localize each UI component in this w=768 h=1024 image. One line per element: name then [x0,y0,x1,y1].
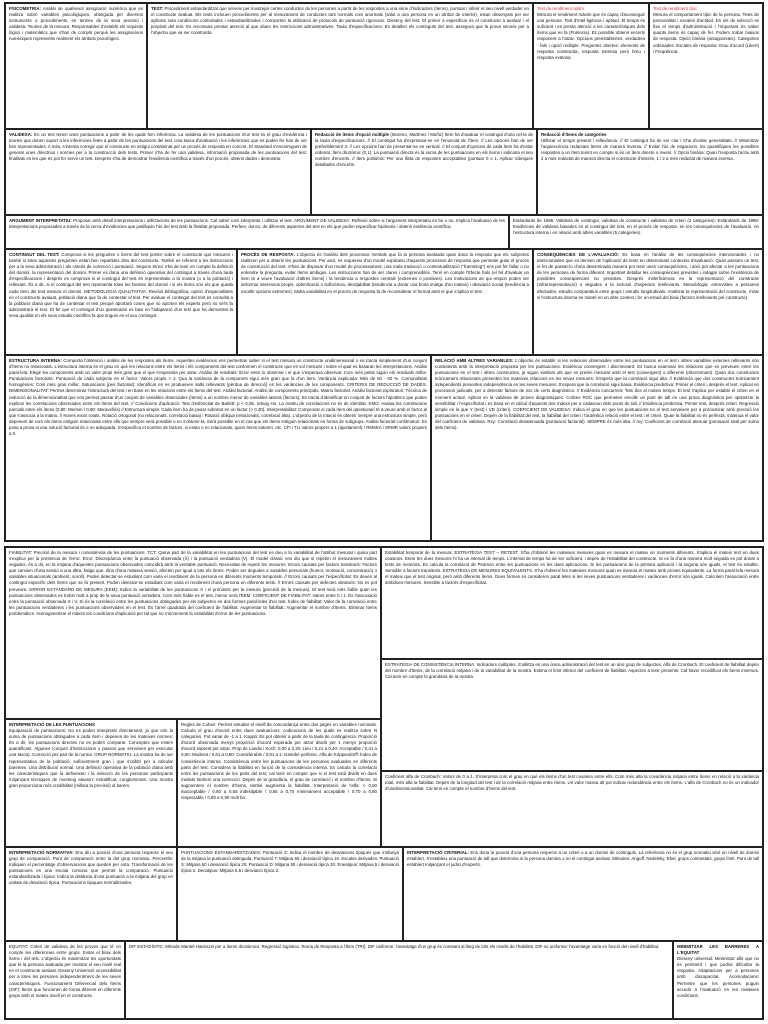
validesa-text: En un test tenen unes puntuacions a partir de les quals fem inferència. La validesa de les puntuacions d'un test és el grau d'evidència i teories que donen suport a les inferències fetes a partir de les puntuacions del test. Una tasca d'avaluació i les inferències que es poden fer han de ser ben representades. A més, s'intenta corregir que el constructe no estigui contaminat per un procés de resposta en concret. El Standard s'encarreguen de generar unes directrius i normes per a la construcció dels tests. Primer s'ha de fer una validesa, informació proposada de les puntuacions del test: finalitats en les que es pot fer servir un test. Després s'ha de demostrar l'evidència científica a través d'un procés, obtenir dades i demostrar. [9,132,307,162]
interpretacio-text: Equiparació de puntuacions: No es poden interpretar directament, ja que són la suma de puntuacions obtingudes a cada ítem i depenen de les mateixes normes. És a dir, les puntuacions directes no es poden comparar. Conceptes que estem quantificant. Algunes (conjunt d'instruccions o passos que serveixen per executar una tasca). Correcció per part de la norma. GRUP NORMATIU: La mostra ha de ser representativa de la població, suficientment gran i que s'utilitzi per a calcular baremes. Una distribució normal. Una definició operativa de la població diana amb les característiques que la defineixen i la selecció de les persones participants mitjançant tècniques de mostreig aleatori: estratificat, conglomerats. Una mostra gran proporciona més credibilitat (millora la precisió) al barem. [9,728,173,788]
rendiment-optim-box [533,3,649,129]
dif-box [125,941,673,1019]
rendiment-tipic-heading: Test de rendiment típic [653,6,698,11]
redaccio-categories-box [537,129,763,215]
argument-text: Proposar amb detall interpretacions i utilitzacions de les puntuacions. Cal saber com interpretar i utilitzar el test. ARGUMENT DE VALIDESA: Reflexió sobre si l'argument interpretatiu és bo o no. Implica l'avaluació de les interpretacions proposades a través de la cerca d'evidències que justifiquin l'ús del test amb la finalitat proposada. Perfeer, doncs, de diferents aspectes del test en els que poden especificar hipòtesis i obtenir evidència científica. [9,218,505,230]
consistencia-interna-box [381,659,763,771]
rendiment-optim-heading: Test de rendiment òptim [537,6,584,11]
barreres-text: Disseny universal: Minimitzar allò que no és pertinent i que podria dificultar la resposta. Adaptacions per a persones amb discapacitat. Acomodacions: Permetre que les persones puguin accedir a l'avaluació en les mateixes condicions. [677,956,759,998]
test-title: TEST: [151,6,164,11]
rendiment-optim-text: Mesura el rendiment màxim que és capaç d'aconseguir una persona. Test d'intel·ligència i aptitud. El temps és suficient i es presta atenció a les característiques dels ítems que es fa (Potència). Es possible obtenir encerts responent a l'atzar. Opcions preestablertes: verdadera - fals i opció múltiple. Preguntes obertes: elements de resposta construïda, resposta extensa però breu i resposta extensa. [537,12,645,60]
redaccio-opcio-title: Redacció de ítems d'opció múltiple [315,132,389,137]
kappa-text: Regles de Cohen: Permet estudiar el nivell de concordança entre dos jutges en variables nominals. Calcula el grau d'acord entre dues avaluacions, codicacions de les quals es realitza sobre N categories. Pot variar de -1 a 1. Kappa: Es pot obtenir a partir de la taula de contingència. Proporció d'acord observada menys proporció d'acord esperada per atzar dividit per 1 menys proporció d'acord esperat per atzar. Prop de Landis i Koch: 0,00 a 0,20: Lleu / 0,21 a 0,40: Acceptable / 0,41 a 0,60: Moderat / 0,61 a 0,80: Considerable / 0,81 a 1: Gairebé perfecte. Alfa de Krippendorff: Índex de consistència interna. Consistència entre les puntuacions de les persones avaluades en diferents parts del test. Considera la fiabilitat en funció de la consistència interna. Es calcula la correlació entre les puntuacions de les parts del test; cal tenir en compte que si el test està dividit en dues meitats tindrem una correcció. Depèn de la grandària, el grau de correlació i el nombre d'ítems. Si augmentem el nombre d'ítems, també augmenta la fiabilitat. Interpretació de l'alfa: < 0,60 inacceptable / 0,60 a 0,65 indesitjable / 0,65 a 0,70 mínimament acceptable / 0,70 a 0,80 respectable / 0,80 a 0,90 molt bo. [181,722,377,801]
relacio-text: L'objectiu és establir si les relacions observades entre les puntuacions en el test i altres variables externes rellevants són consistents amb la interpretació proposta per les puntuacions. Evidència convergent i discriminant: Es busca examinar les relacions que es preveuen entre les puntuacions en el test i altres constructes, ja siguin similars als que es pretén mesurar amb el test (convergent) o diferents (discriminant). Quan dos constructes teòricament relacionats presenten les mateixes relacions en les seves mesures: S'espera que la correlació sigui alta. // Evidència que dos constructes teòricament independents presenten independència en les seves mesures: S'espera que la correlació sigui baixa. Evidència predictiva: Primer el criteri i després el test. Aplicat en processos judicials, per a detectar factors de risc de certs diagnòstics. // Evidència concurrent: Tots dos al mateix temps. El test s'aplica per establir el criteri en el moment actual. Aplicat en la validesa de proves diagnòstiques. Corbes ROC que permeten escollir un punt de tall en una prova diagnòstica per optimitzar la sensibilitat i l'especificitat i es basa en el càlcul d'aquests dos índexs per a cadascun dels punts de tall. // Evidència predictiva. Primer test, després criteri. Regressió simple en la que Y (test) i VD (criteri). COEFICIENT DE VALIDESA: Indica el grau en que les puntuacions en el test serveixen per a pronosticar amb precisió les puntuacions en el criteri. Depèn de la fiabilitat del test, la fiabilitat del criteri i l'autèntica relació entre el test i el criteri. Quan la fiabilitat no és perfecta, s'atenua el valor del coeficient de validesa. Rxy: Correlació desatenuada (puntuació factorial). SEMPRE és més alta. // rxy: Coeficient de correlació atenuat (puntuació total per suma dels ítems). [435,358,759,431]
summary-sheet-validesa [4,2,764,542]
rendiment-tipic-text: Mesura el comportament típic de la persona. Tests de personalitat i escales d'actitud. En els de selecció es fixa el temps d'administració i l'important és saber quants ítems és capaç de fer. Podem trobar biaixos de resposta. Opció binària (antagonistes). Categories ordenades. Escales de resposta: Grau d'acord (Likert) i Freqüència. [653,12,759,54]
redaccio-opcio-multiple-box [311,129,537,215]
consequencies-title: CONSEQÜÈNCIES DE L'AVALUACIÓ: [537,252,619,257]
normativa-title: INTERPRETACIÓ NORMATIVA: [9,850,74,855]
consequencies-box [533,249,763,355]
psicometria-title: PSICOMETRIA: [9,6,41,11]
interpretacio-puntuacions-box [5,719,177,847]
psicometria-box [5,3,147,129]
relacio-altres-variables-box [431,355,763,541]
proces-resposta-box [237,249,533,355]
equitat-text: EQUITAT: Criteri de validesa de les proves que té en compte les diferències entre grups. Evitar el biaix dels ítems i del test. L'objectiu és maximitzar les oportunitats que té la persona avaluada per mostrar el seu nivell real en el constructe avaluat. Disseny Universal: accessibilitat per a totes les persones independentment de les seves característiques. Funcionament Diferencial dels Ítems (DIF): Ítems que funcionen de forma diferent en diferents grups amb el mateix nivell en el constructe. [9,944,121,998]
contingut-title: CONTINGUT DEL TEST: [9,252,60,257]
relacio-title: RELACIÓ AMB ALTRES VARIABLES: [435,358,514,363]
estructura-interna-box [5,355,431,541]
redaccio-opcio-text: (Moreno, Martínez i Muñiz) Ítem ha d'avaluar el contingut d'una cel·la de la taula d'especificacions. // El contingut ha d'expressar-se en l'enunciat de l'ítem. // Les opcions han de ser preferiblement 3. // Les opcions han de presentar-se en vertical. // El conjunt d'opcions de cada ítem ha d'estar ordenat. Ítem dicotòmic (0,1): La puntuació directa és la suma de les puntuacions en els ítems i indicaria el seu nombre d'encerts. // Ítem politòmic: Per una llista de respostes acceptables (puntuar 0 o 1. Aplicar rúbriques detallades d'encerts. [315,132,533,168]
estandards-text: Estàndards de 1985: Validesa de contingut, validesa de constructe i validesa de criteri (3 categories). Estàndards de 1999: Evidències de validesa basades en el contingut del test, en el procés de resposta, en les consequències de l'avaluació, en l'estructura interna i en relació amb altres variables (5 categories). [513,218,759,236]
interpretacio-title: INTERPRETACIÓ DE LES PUNTUACIONS [9,722,96,727]
equitat-box [5,941,125,1019]
fiabilitat-box [5,547,381,719]
fiabilitat-text: FIABILITAT: Precisió de la mesura i consistència de les puntuacions. TCT: Quina part de la variabilitat en les puntuacions del test es deu a la variabilitat de l'atribut mesurat i quina part s'explica per la presència de l'error. Error: Discrepància entre la puntuació observada (X) i la puntuació verdadera (V). El model clàssic ens diu que si repetim el mesurament moltes vegades, és a dir, en la mitjana d'aquestes puntuacions observades coincidirà amb la veritable puntuació. Necessitat de repetir les mesures. Errors causats per factors transitoris: Factors que canvien d'una sessió a una altra, fatiga que, dins d'una mateixa sessió, afecten per igual a tots els ítems. Poden ser degudes a variables personals (humor, motivació, concentració) o variables situacionals (ambient, soroll). Poden detectar-se estudiant com varia el rendiment de la persona en diferents moments temporals. // Errors causats per l'especificitat: Es deuen al contingut específic dels ítems que se fa present. Poden detectar-se estudiant com varia el rendiment d'una persona en diferents tests. // Errors causats per defectes aleatoris: No es pot preveure. ERROR ESTÀNDARD DE MESURA (EEM): Indica la variabilitat de les puntuacions X i el pronòstic per la mesura (precisió de la mesura). El test serà més fiable quan les puntuacions observades es trobin molt a prop de la seva puntuació vertadera. Com més fiable es el test, menor serà l'EEM. COEFICIENT DE FIABILITAT: Valors entre 0 i 1. És l'associació entre la puntuació observada X i V. Si és la correlació entre les puntuacions obtingudes per els subjectes en dos formes paral·leles d'un test. Índex de fiabilitat: Valor de la correlació entre les puntuacions verdaderes i les puntuacions observades en el test. És l'arrel quadrada del coeficient de fiabilitat. Augmentar la fiabilitat: Augmentar el nombre d'ítems. Eliminar ítems problemàtics. Homogeneïtzar el màxim les condicions d'aplicació per tal que no s'incrementi la variabilitat d'error de les puntuacions. [9,550,377,616]
criterial-text: Ens dona la posició d'una persona respecte a un criteri o a un domini de continguts. La referència no és el grup normatiu sinó un nivell de domini establert. S'estableix una puntuació de tall que determina si la persona domina o no el contingut avaluat. Mètodes: Angoff, Nedelsky, Ebel, grups contrastats, grups límit. Punt de tall establert mitjançant el judici d'experts. [407,850,759,868]
argument-title: ARGUMENT INTERPRETATIU: [9,218,72,223]
consequencies-text: Es basa en l'anàlisi de les conseqüències intencionades i no intencionades que es deriven de l'aplicació de tests en determinats contextos d'avaluació. Quan passem un test, el fet de passar-lo d'una determinada manera pot tenir unes conseqüències, i això pot afectar a les puntuacions de les persones de forma diferent. Important detallar les conseqüències previstes i indagar sobre l'existència de possibles conseqüències no previstes. Després s'aferficiencia en la representació del constructe (Infrarrepresentació) o degudes a la inclusió d'aspectes irrellevants. Metodologia: entrevistes a persones afectades, estudis comparatius entre grups i estudis longitudinals. Analitzar la representació del constructe, mirar si l'estructura interna es manté en un altre context i fer un estudi del biaix (factors irrellevants pel constructe). [537,252,759,300]
contingut-test-box [5,249,237,355]
estabilitat-text: Estabilitat temporal de la mesura: ESTRATÈGIA TEST – RETEST. S'ha d'obtenir les mateixes mesures quan es mesura el mateix en moments diferents. S'aplica el mateix test en dues ocasions. Entre les dues mesures hi ha un interval de temps. L'interval de temps ha de ser suficient, i depèn de l'estabilitat del constructe. Si es fa d'una manera molt seguida es pot donar a tests de memòria. Es calcula la correlació de Pearson entre les puntuacions en les dues aplicacions. Si les puntuacions de la primera aplicació i la segona són iguals, el test és estable. Sensible a factors transitoris. ESTRATÈGIA DE MESURES EQUIVALENTS. S'ha d'obtenir les mateixes mesures quan es mesura el mateix amb proves equivalents. La forma paral·lela mesura el mateix que el test original, però amb diferents ítems. Dues formes es consideren paral·leles si les seves puntuacions verdaderes i variàncies d'error són iguals. Calculem l'associació entre ambdues mesures. Sensible a factors d'especificitat. [385,550,759,586]
barreres-equitat-box [673,941,763,1019]
contingut-text: Comprova si les preguntes o ítems del test porten sobre el constructe que mesuren i també si totes aquestes preguntes estan ben repartides dins del constructe. També es referent a les instruccions per a la seva administració i als criteris de correcció i puntuació. Segons Sireci s'ha de tenir en compte la definició del domini, la representació del domini. Primer es dona una definició operativa del contingut a través d'una taula d'especificacions i després es comprova si el contingut del test és representatiu a la mostra (o a la població) i rellevant. És a dir, si el contingut del test representa totes les facetes del domini i si els ítems són els que queda cada ítem del test mesura el domini. METODOLOGIA QUALITATIVA: Revisió bibliogràfica, opinió d'especialistes en el constructe avaluat, població diana que fa de contestar el test. Per avaluar el contingut del test es consulta a la població diana que ha de contestar el test perquè aportarà coses que no aporten els experts però no se'ls fa administrarà el test. El fet que el contingut d'un qüestionari es basi en l'adaptació d'un test que ha demostrat la seva qualitat en els seus estudis científics fa que tinguin en el seu contingut. [9,252,234,318]
redaccio-categories-text: Utilitzar el temps present i rellevància. // El contingut ha de ser clar i s'ha d'evitar generalitats. // Minimitzar l'aquiescència redactant ítems de manera inversa. // Evitar l'ús de negacions. Es quantifiquen les possibles respostes a un ítem tenint en compte si és un ítem directe o invers. // Opció binària: Quan l'resposta l'actiu amb 2 a més redactat de manera directa el constructe d'interès, 1 i 2 a més redactat de manera inversa. [541,138,759,162]
dif-text: DIF ESTADÍSTIC: Mètode Mantel-Haenszel per a ítems dicotòmics. Regressió logística. Teoria de Resposta a l'Ítem (TRI). DIF uniforme: l'avantatge d'un grup és constant al llarg de tots els nivells de l'habilitat. DIF no uniforme: l'avantatge varia en funció del nivell d'habilitat. [129,944,660,949]
redaccio-categories-title: Redacció d'ítems de categories [541,132,607,137]
interpretacio-criterial-box [403,847,763,941]
test-box [147,3,533,129]
validesa-box [5,129,311,215]
proces-text: L'objectiu és l'anàlisi dels processos mentals que fa la persona avaluada quan dona la resposta que els subjectes realitzen per a obtenir les puntuacions. Per això, es requereix d'un model explicatiu d'aquests processos de resposta que permetin guiar el procés de construcció del test. S'han de disposar d'un model de processament, una mala traducció o contextualització ("framming") ens pot fer fallar o no entendre la pregunta, evitar ítems ambigus. Les instruccions han de ser clares i comprensibles. Tenir en compte l'Efecte halo (el fet d'avaluar un ítem té a veure l'avaluació d'altres ítems) i la tendència a respostes centrals (extremes o positives). Les motivacions de qui respon poden ser deformar interessos propis, optimització o suficiència, desitjabilitat (tendència a donar una bona imatge d'un mateix) i desviació social (tendència a escollir opcions extremes). Molta variabilitat en el procés de resposta fa de reconsiderar el format amb el que s'aplica el test. [241,252,529,294]
barreres-title: MINIMITZAR LES BARRERES A L'EQUITAT [677,944,759,956]
consistencia-text: ESTRATÈGIA DE CONSISTÈNCIA INTERNA: Indicadors múltiples. S'utilitza en una única administració del test en un únic grup de subjectes. Alfa de Cronbach. El coeficient de fiabilitat depèn del nombre d'ítems, de la correlació mitjana i de la variabilitat de la mostra. Estima el límit inferior del coeficient de fiabilitat. Aspectes a tenir presents: Cal haver recodificat els ítems inversos. Cal tenir en compte la grandària de la mostra. [385,662,759,680]
argument-interpretatiu-box [5,215,509,249]
estabilitat-temporal-box [381,547,763,659]
validesa-title: VALIDESA: [9,132,33,137]
cronbach-text: Coeficient alfa de Cronbach: Valors de 0 a 1. S'interpreta com el grau en què els ítems d'un test covarien entre ells. Com més alta la covariància mitjana entre ítems en relació a la variància total, més alta la fiabilitat. Depèn de la longitud del test i de la correlació mitjana entre ítems. Un valor massa alt pot indicar redundància entre els ítems. L'alfa de Cronbach no és un indicador d'unidimensionalitat. Cal tenir en compte el nombre d'ítems del test. [385,774,759,792]
criterial-title: INTERPRETACIÓ CRITERIAL: [407,850,469,855]
psicometria-text: Anàlisi de qualsevol assignació numèrica que es realitza sobre variables psicològiques, obtinguda per diversos instruments o procediments, en termes de la seva precisió i validesa. Teories de la mesura: Responsables d'establir els requisits lògics i matemàtics que s'han de complir perquè les assignacions numèriques representin realment els atributs psicològics. [9,6,143,42]
alfa-cronbach-box [381,771,763,847]
interpretacio-normativa-box [5,847,177,941]
puntuacions-estandarditzades-box [177,847,403,941]
proces-title: PROCÉS DE RESPOSTA: [241,252,295,257]
estandards-box [509,215,763,249]
rendiment-tipic-box [649,3,763,129]
normativa-text: Ens diu a posició d'una persona respecte el seu grup de comparació. Punt de comparació entre la del grup normatiu. Percentils: Indiquen el percentatge d'observacions que queden per sota. Transformació de les puntuacions en una escala comuna que permet la comparació. Puntuació estandarditzada i típica: Indica la distància d'una puntuació a la mitjana del grup en unitats de desviació típica. Puntuacions típiques normalitzades. [9,850,173,886]
test-text: Procediment estandarditzat que serveix per mostrejar certes conductes de les persones a partir de les respostes a una sèrie d'indicadors (ítems), puntuar i inferir el seu nivell verdader en el constructe avaluat. Els tests inclouen procediments per al mesurament de conductes tant normals com anormals (salut a una persona en un atribut de interès), estan dissenyats per ser aplicats sota condicions controlades i estandarditzades i comporten la utilització de protocols de puntuació rigorosos. Disseny del test: El primer a especificar és el constructe a avaluar i el propòsit del test. Es recomana prestar atenció al que diuen les restriccions administratives. Taula d'especificacions: Es detallen els continguts del test, assegura que la prova serveix per a l'objectiu que va ser construïda. [151,6,529,36]
estructura-title: ESTRUCTURA INTERNA: [9,358,62,363]
summary-sheet-fiabilitat [4,546,764,1020]
kappa-cohen-box [177,719,381,847]
estandarditzades-text: PUNTUACIONS ESTANDARDITZADES: Puntuació Z: Indica el nombre de desviacions típiques que s'allunya de la mitjana la puntuació obtinguda. Puntuació T: Mitjana 50 i desviació típica 10. Escales derivades: Puntuació S: Mitjana 50 i desviació típica 20. Puntuació D: Mitjana 50 i desviació típica 20. Eneatipus: Mitjana 5 i desviació típica 2. Decatipus: Mitjana 5,5 i desviació típica 2. [181,850,399,874]
study-sheet-page [4,2,764,1020]
estructura-text: Comporta l'obtenció i anàlisi de les respostes als ítems. Aquestes evidències ens permetran saber si el test mesura un constructe unidimensional o es tracta simplement d'un conjunt d'ítems no relacionats. L'estructura interna és el grau en què les relacions entre els ítems i els components del test conformen el constructe que es vol mesurar i sobre el qual es basaran les interpretacions. Anàlisi paral·lela: Elegir les components amb un valor propi més gran que el que s'esperaria per atzar. Anàlisi de resultats: Error entre lo observar i el que s'esperava observar. Com més petits siguin els residuals millor. Puntuacions factorials: Puntuació de cada subjecte en el factor. Valors propis > 1: Qua la variància de la component sigui més gran que la d'un ítem. Variància explicada: Més de 50 - 60 %. Comunalitats homogènies: Com més gran millor. Saturacions (pes factorial): Identificar en es produeixen salts rellevants (pèrdua de direcció) en les variàncies de les components. CRITERIS DE REDUCCIÓ DE DADES. DIMENSIONALITAT: Permet determinar l'estructura del test i en base en les relacions entre els ítems del test. Anàlisi factorial. Anàlisi de components principals. Matriu factorial. Anàlisi factorial exploratori: Tècnica de reducció de la dimensionalitat que ens permet passar d'un conjunt de variables observades (ítems) a un nombre menor de variables latents (factors). Es tracta d'identificar un conjunt de factors hipotètics que poden explicar les correlacions observades entre els ítems del test. // Condicions d'aplicació: Test d'esfericitat de Barlett: p < 0,05, rebuig Ho. La matriu de correlacions no és de identitat. KMO: Avalua les correlacions parcials entre els ítems (0,80: Meritori / 0,90: Meravellós) // Estructura simple: Cada ítem ha de pesar sobretot en un factor (> 0,30). Interpretabilitat: Comprovar si cada ítem del qüestionari té a veure amb el factor al que s'associa a la matriu. // Noves eixos rotats. Rotació ortogonal (no relacionats, correlació baixa) i Rotació obliqua (relacionats, correlació alta). L'objectiu de la rotació és obtenir sempre una estructura simple, però depenent de com els ítems estiguin relacionats entre ells que sempre serà possible o no s'obtenir-la. Serà possible en el cas que els ítems estiguin relacionats en forma de subgrups. Anàlisi factorial confirmatori: Es posa a prova si una solució factorial és o no adequada. S'especifica el nombre de factors, si estan o no relacionats, quins ítems saturen, etc. CFI i TLI valors propers a 1 (ajustament) / RMSEA i SRMR valors propers a 0. [9,358,427,437]
